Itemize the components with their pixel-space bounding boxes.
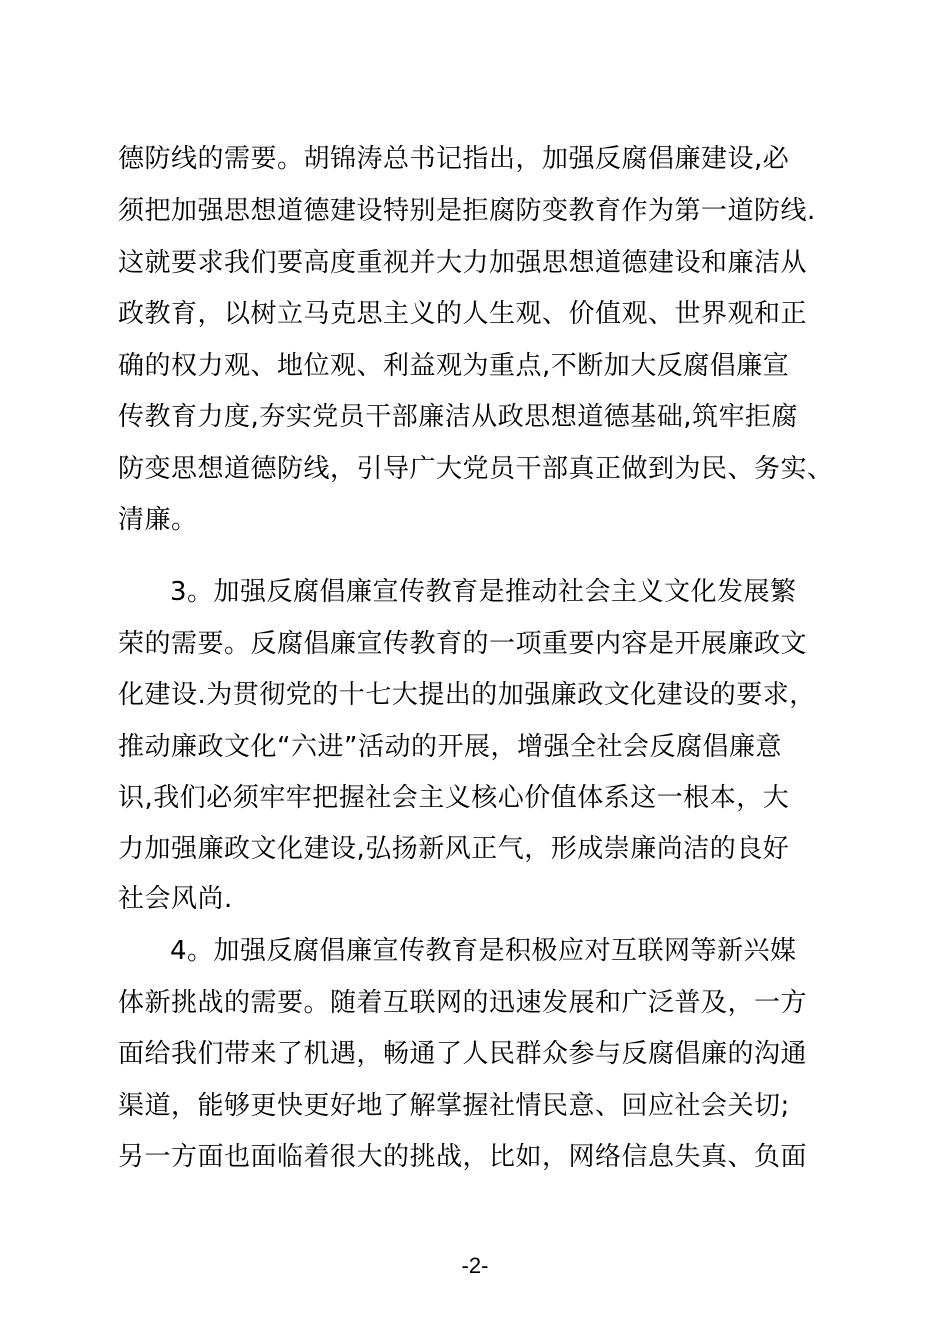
text-line: 这就要求我们要高度重视并大力加强思想道德建设和廉洁从 xyxy=(118,248,808,278)
text-line: 化建设.为贯彻党的十七大提出的加强廉政文化建设的要求， xyxy=(118,680,816,710)
text-line: 4。加强反腐倡廉宣传教育是积极应对互联网等新兴媒 xyxy=(170,936,797,966)
text-line: 社会风尚. xyxy=(118,884,233,914)
text-line: 荣的需要。反腐倡廉宣传教育的一项重要内容是开展廉政文 xyxy=(118,629,808,659)
text-line: 须把加强思想道德建设特别是拒腐防变教育作为第一道防线. xyxy=(118,196,816,226)
text-line: 德防线的需要。胡锦涛总书记指出，加强反腐倡廉建设,必 xyxy=(118,144,790,174)
text-line: 识,我们必须牢牢把握社会主义核心价值体系这一根本，大 xyxy=(118,783,790,813)
text-line: 传教育力度,夯实党员干部廉洁从政思想道德基础,筑牢拒腐 xyxy=(118,402,799,432)
text-line: 政教育，以树立马克思主义的人生观、价值观、世界观和正 xyxy=(118,299,808,329)
text-line: 面给我们带来了机遇，畅通了人民群众参与反腐倡廉的沟通 xyxy=(118,1039,808,1069)
text-line: 渠道，能够更快更好地了解掌握社情民意、回应社会关切; xyxy=(118,1091,790,1121)
text-line: 体新挑战的需要。随着互联网的迅速发展和广泛普及，一方 xyxy=(118,988,808,1018)
page-number: -2- xyxy=(461,1253,489,1278)
text-line: 3。加强反腐倡廉宣传教育是推动社会主义文化发展繁 xyxy=(170,577,797,607)
text-line: 推动廉政文化“六进”活动的开展，增强全社会反腐倡廉意 xyxy=(118,732,782,762)
text-line: 防变思想道德防线，引导广大党员干部真正做到为民、务实、 xyxy=(118,454,834,484)
text-line: 清廉。 xyxy=(118,505,198,535)
text-line: 力加强廉政文化建设,弘扬新风正气，形成崇廉尚洁的良好 xyxy=(118,834,790,864)
text-line: 确的权力观、地位观、利益观为重点,不断加大反腐倡廉宣 xyxy=(118,351,790,381)
text-line: 另一方面也面临着很大的挑战，比如，网络信息失真、负面 xyxy=(118,1142,808,1172)
